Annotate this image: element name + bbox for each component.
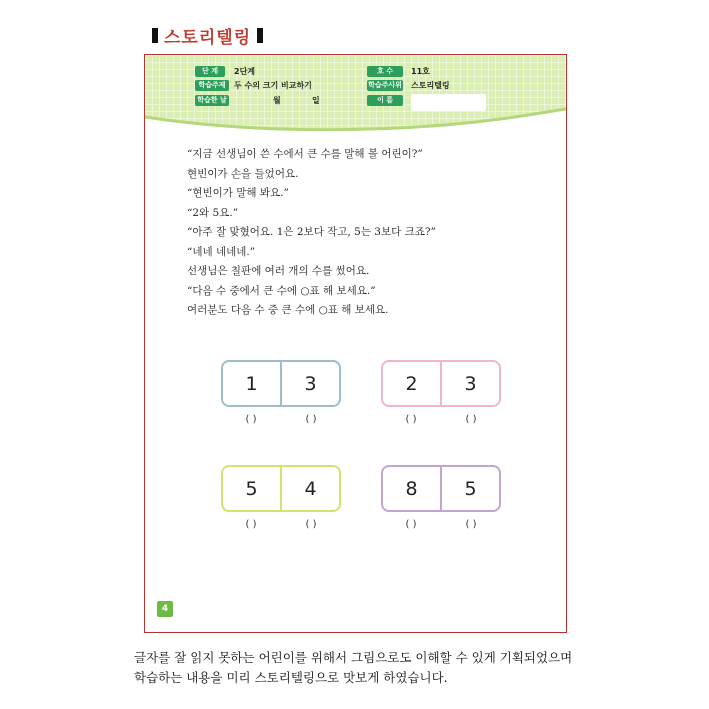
answer-blank[interactable]: ( ) (405, 414, 417, 425)
card-number-right[interactable]: 3 (304, 372, 317, 395)
story-line: 여러분도 다음 수 중 큰 수에 ○표 해 보세요. (187, 304, 389, 316)
card-number-right[interactable]: 3 (464, 372, 477, 395)
topic-value: 두 수의 크기 비교하기 (234, 81, 312, 90)
story-line: 현빈이가 손을 들었어요. (187, 167, 299, 180)
number-card (381, 465, 501, 512)
issue-label: 호 수 (367, 66, 403, 77)
number-card (221, 465, 341, 512)
step-value: 2단계 (234, 67, 256, 76)
card-number-right[interactable]: 4 (304, 477, 317, 500)
story-line: 선생님은 칠판에 여러 개의 수를 썼어요. (187, 265, 370, 277)
card-number-left[interactable]: 2 (405, 372, 418, 395)
page-number: 4 (157, 601, 173, 617)
answer-blank[interactable]: ( ) (245, 519, 257, 530)
answer-blank[interactable]: ( ) (405, 519, 417, 530)
method-value: 스토리텔링 (411, 81, 450, 90)
story-line: “네네 네네네.” (187, 245, 256, 258)
issue-value: 11호 (411, 67, 430, 76)
answer-blank[interactable]: ( ) (465, 519, 477, 530)
number-card (381, 360, 501, 407)
title-marker-left (152, 28, 158, 43)
card-number-right[interactable]: 5 (464, 477, 477, 500)
step-label: 단 계 (195, 66, 225, 77)
answer-blank[interactable]: ( ) (465, 414, 477, 425)
story-line: “2와 5요.” (187, 206, 239, 219)
answer-parens (381, 414, 501, 425)
story-line: “현빈이가 말해 봐요.” (187, 187, 289, 199)
name-label: 이 름 (367, 95, 403, 106)
card-number-left[interactable]: 8 (405, 477, 418, 500)
title-marker-right (257, 28, 263, 43)
answer-parens (221, 519, 341, 530)
story-line: “지금 선생님이 쓴 수에서 큰 수를 말해 볼 어린이?” (187, 148, 423, 160)
section-title (146, 24, 269, 46)
method-label: 학습주사위 (368, 81, 402, 89)
story-text (187, 145, 547, 321)
month-label: 월 (273, 96, 281, 105)
section-title-text: 스토리텔링 (164, 27, 252, 48)
date-label: 학습한 날 (195, 95, 229, 106)
header-wave (145, 103, 566, 137)
card-number-left[interactable]: 1 (245, 372, 258, 395)
topic-label: 학습주제 (195, 80, 229, 91)
story-line: “아주 잘 맞혔어요. 1은 2보다 작고, 5는 3보다 크죠?” (187, 226, 436, 238)
workbook-page (144, 54, 567, 633)
caption (134, 648, 694, 688)
answer-blank[interactable]: ( ) (305, 519, 317, 530)
card-number-left[interactable]: 5 (245, 477, 258, 500)
story-line: “다음 수 중에서 큰 수에 ○표 해 보세요.” (187, 284, 376, 297)
day-label: 일 (312, 96, 320, 105)
number-card (221, 360, 341, 407)
caption-line: 학습하는 내용을 미리 스토리텔링으로 맛보게 하였습니다. (134, 670, 448, 685)
answer-blank[interactable]: ( ) (305, 414, 317, 425)
answer-parens (221, 414, 341, 425)
caption-line: 글자를 잘 읽지 못하는 어린이를 위해서 그림으로도 이해할 수 있게 기획되었으며 (134, 650, 573, 665)
answer-blank[interactable]: ( ) (245, 414, 257, 425)
answer-parens (381, 519, 501, 530)
